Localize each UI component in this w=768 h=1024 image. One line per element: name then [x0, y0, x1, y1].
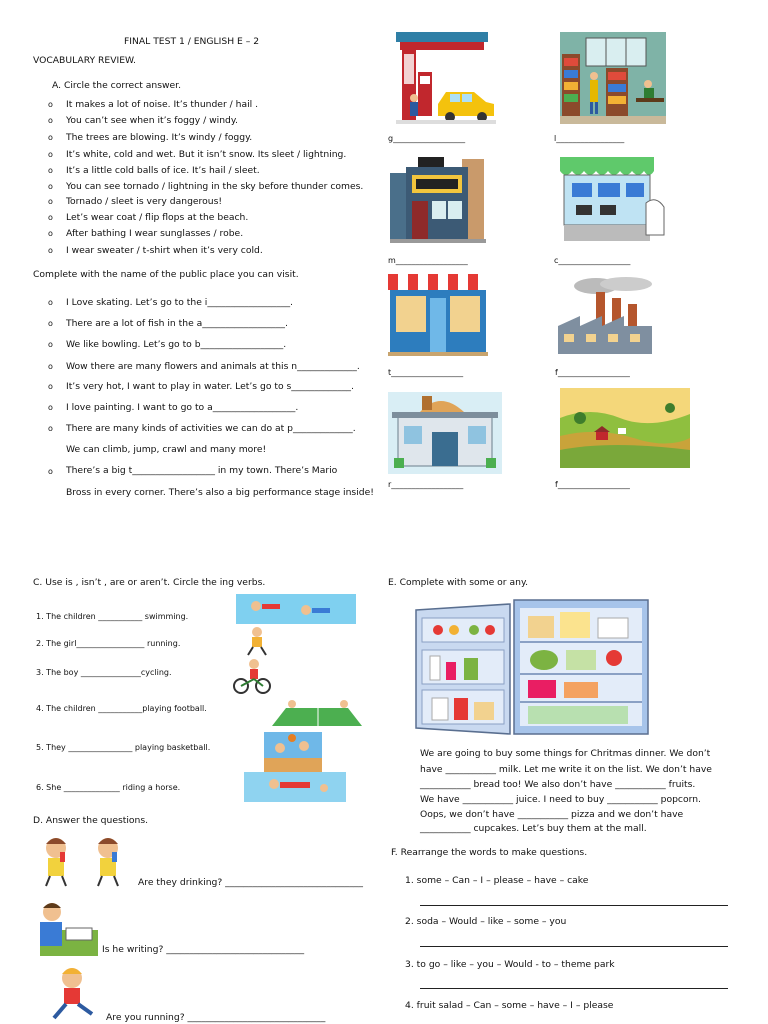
- picture-label: f__________________: [555, 368, 630, 377]
- bullet-icon: o: [48, 229, 53, 238]
- list-item: Tornado / sleet is very dangerous!: [66, 196, 223, 207]
- bullet-icon: o: [48, 133, 53, 142]
- football-picture: [262, 696, 362, 728]
- picture-label: l_________________: [554, 134, 625, 143]
- drinking-kids-picture: [34, 836, 134, 888]
- question-running: Are you running? ______________________________: [106, 1012, 326, 1023]
- writing-boy-picture: [34, 900, 100, 956]
- picture-label: t__________________: [388, 368, 464, 377]
- bullet-icon: o: [48, 166, 53, 175]
- list-item-extra: We can climb, jump, crawl and many more!: [66, 444, 267, 455]
- list-item: I Love skating. Let’s go to the i__________________.: [66, 297, 293, 308]
- picture-label: g__________________: [388, 134, 466, 143]
- farm-picture: [560, 388, 690, 468]
- picture-label: f__________________: [555, 480, 630, 489]
- list-item: I love painting. I want to go to a__________________.: [66, 402, 299, 413]
- bullet-icon: o: [48, 197, 53, 206]
- list-item: 4. fruit salad – Can – some – have – I – please: [405, 1000, 614, 1011]
- list-item: There’s a big t__________________ in my town. There’s Mario: [66, 465, 338, 476]
- running-girl-picture: [244, 626, 270, 656]
- bullet-icon: o: [48, 340, 53, 349]
- vocabulary-heading: VOCABULARY REVIEW.: [33, 55, 136, 66]
- answer-line: [420, 946, 728, 947]
- restaurant-picture: [388, 392, 502, 474]
- list-item: There are a lot of fish in the a__________________.: [66, 318, 288, 329]
- section-e-instruction: E. Complete with some or any.: [388, 577, 529, 588]
- riding-picture: [244, 772, 346, 802]
- picture-label: c__________________: [554, 256, 631, 265]
- paragraph-line: Oops, we don’t have ___________ pizza and we don’t have: [420, 809, 684, 820]
- page-title: FINAL TEST 1 / ENGLISH E – 2: [124, 36, 260, 47]
- list-item: 3. The boy _______________cycling.: [36, 668, 172, 677]
- bullet-icon: o: [48, 467, 53, 476]
- paragraph-line: have ___________ milk. Let me write it on the list. We don’t have: [420, 764, 712, 775]
- question-drinking: Are they drinking? ______________________________: [138, 877, 363, 888]
- running-boy-picture: [44, 966, 104, 1022]
- list-item: 2. The girl_________________ running.: [36, 639, 181, 648]
- paragraph-line: We are going to buy some things for Chritmas dinner. We don’t: [420, 748, 711, 759]
- section-d-instruction: D. Answer the questions.: [33, 815, 149, 826]
- bullet-icon: o: [48, 150, 53, 159]
- gas-station-picture: [396, 32, 496, 124]
- basketball-picture: [264, 732, 322, 772]
- list-item: Let’s wear coat / flip flops at the beach.: [66, 212, 249, 223]
- section-b-instruction: Complete with the name of the public place you can visit.: [33, 269, 299, 280]
- bullet-icon: o: [48, 116, 53, 125]
- bullet-icon: o: [48, 424, 53, 433]
- bullet-icon: o: [48, 246, 53, 255]
- fridge-picture: [414, 598, 650, 736]
- swimming-picture: [236, 594, 356, 624]
- answer-line: [420, 988, 728, 989]
- section-c-instruction: C. Use is , isn’t , are or aren’t. Circle the ing verbs.: [33, 577, 266, 588]
- answer-line: [420, 905, 728, 906]
- list-item: 1. The children ___________ swimming.: [36, 612, 189, 621]
- list-item: 4. The children ___________playing football.: [36, 704, 207, 713]
- question-writing: Is he writing? ______________________________: [102, 944, 305, 955]
- list-item: Wow there are many flowers and animals at this n_____________.: [66, 361, 360, 372]
- section-f-instruction: F. Rearrange the words to make questions.: [391, 847, 588, 858]
- bullet-icon: o: [48, 298, 53, 307]
- picture-label: m__________________: [388, 256, 468, 265]
- list-item: The trees are blowing. It’s windy / foggy.: [66, 132, 253, 143]
- section-a-instruction: A. Circle the correct answer.: [52, 80, 182, 91]
- bullet-icon: o: [48, 382, 53, 391]
- bullet-icon: o: [48, 319, 53, 328]
- list-item: There are many kinds of activities we can do at p_____________.: [66, 423, 356, 434]
- paragraph-line: ___________ bread too! We also don’t have ___________ fruits.: [420, 779, 696, 790]
- list-item: It’s a little cold balls of ice. It’s hail / sleet.: [66, 165, 260, 176]
- list-item: 3. to go – like – you – Would - to – theme park: [405, 959, 615, 970]
- cycling-boy-picture: [232, 658, 272, 694]
- list-item: It’s very hot, I want to play in water. Let’s go to s_____________.: [66, 381, 354, 392]
- list-item: It makes a lot of noise. It’s thunder / hail .: [66, 99, 259, 110]
- library-picture: [560, 32, 666, 124]
- list-item: You can see tornado / lightning in the sky before thunder comes.: [66, 181, 364, 192]
- paragraph-line: We have ___________ juice. I need to buy ___________ popcorn.: [420, 794, 701, 805]
- bullet-icon: o: [48, 213, 53, 222]
- factory-picture: [556, 276, 672, 356]
- list-item: 5. They ________________ playing basketball.: [36, 743, 211, 752]
- computer-store-picture: [560, 153, 670, 245]
- list-item-extra: Bross in every corner. There’s also a big performance stage inside!: [66, 487, 374, 498]
- bullet-icon: o: [48, 182, 53, 191]
- list-item: After bathing I wear sunglasses / robe.: [66, 228, 244, 239]
- bullet-icon: o: [48, 362, 53, 371]
- list-item: We like bowling. Let’s go to b__________________.: [66, 339, 287, 350]
- toy-store-picture: [388, 274, 488, 356]
- bullet-icon: o: [48, 100, 53, 109]
- list-item: I wear sweater / t-shirt when it’s very cold.: [66, 245, 263, 256]
- paragraph-line: ___________ cupcakes. Let’s buy them at the mall.: [420, 823, 647, 834]
- bullet-icon: o: [48, 403, 53, 412]
- picture-label: r__________________: [388, 480, 464, 489]
- list-item: You can’t see when it’s foggy / windy.: [66, 115, 238, 126]
- list-item: 2. soda – Would – like – some – you: [405, 916, 567, 927]
- cinema-picture: [390, 153, 486, 243]
- list-item: 6. She ______________ riding a horse.: [36, 783, 181, 792]
- list-item: It’s white, cold and wet. But it isn’t snow. Its sleet / lightning.: [66, 149, 347, 160]
- list-item: 1. some – Can – I – please – have – cake: [405, 875, 589, 886]
